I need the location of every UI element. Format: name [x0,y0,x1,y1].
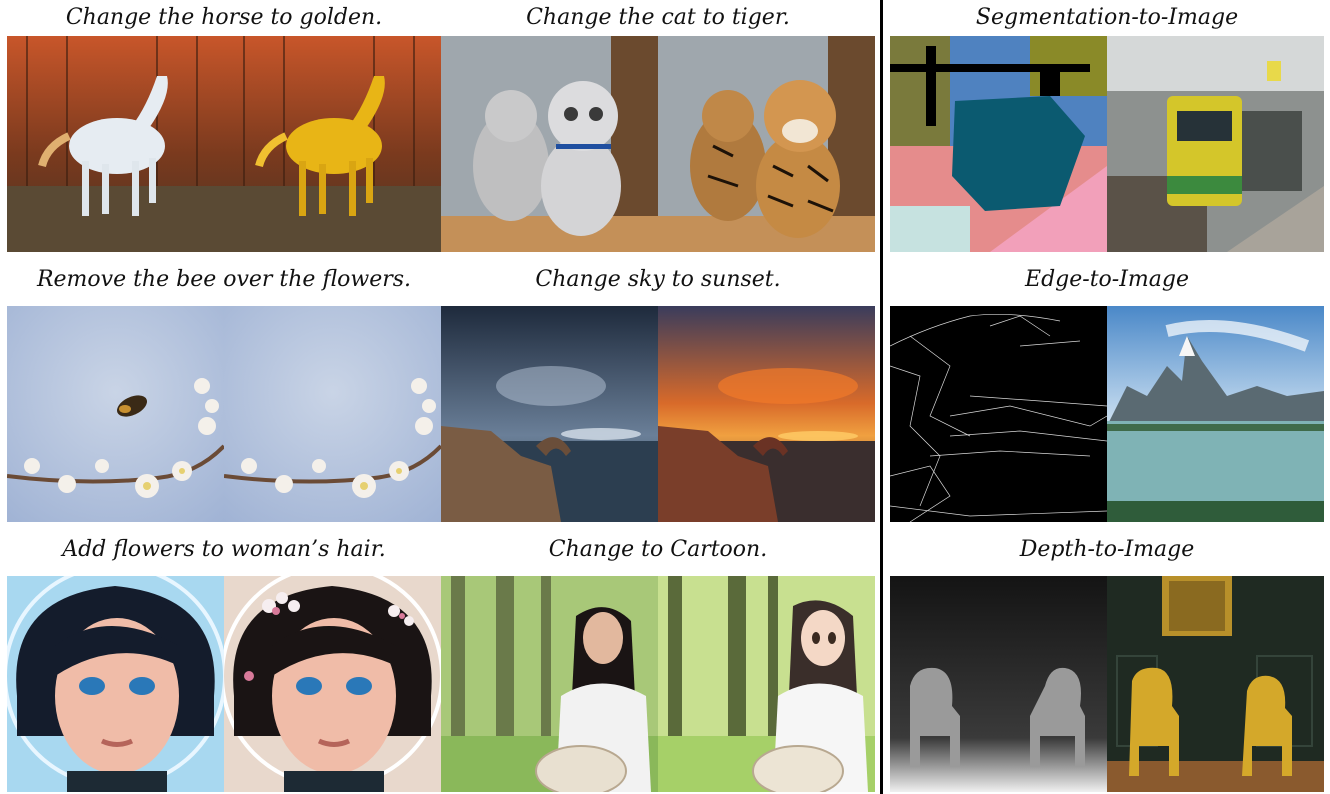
caption-sky: Change sky to sunset. [535,267,781,292]
woman-original-image [7,576,224,792]
cat-original-image [441,36,658,252]
edge-map-image [890,306,1107,522]
cartoon-original-image [441,576,658,792]
bee-edited-image [224,306,441,522]
caption-hair: Add flowers to woman’s hair. [62,537,386,562]
sky-original-image [441,306,658,522]
golden-chairs-image [1107,576,1324,792]
caption-seg: Segmentation-to-Image [975,5,1239,30]
cartoon-edited-image [658,576,875,792]
sky-edited-image [658,306,875,522]
section-divider [880,0,883,794]
segmentation-map-image [890,36,1107,252]
caption-edge: Edge-to-Image [1025,267,1189,292]
caption-cat: Change the cat to tiger. [526,5,790,30]
caption-bee: Remove the bee over the flowers. [36,267,412,292]
caption-depth: Depth-to-Image [1019,537,1195,562]
horse-edited-image [224,36,441,252]
caption-horse: Change the horse to golden. [65,5,383,30]
woman-edited-image [224,576,441,792]
depth-map-image [890,576,1107,792]
horse-original-image [7,36,224,252]
cat-edited-image [658,36,875,252]
train-image [1107,36,1324,252]
bee-original-image [7,306,224,522]
mountain-lake-image [1107,306,1324,522]
caption-cartoon: Change to Cartoon. [548,537,768,562]
